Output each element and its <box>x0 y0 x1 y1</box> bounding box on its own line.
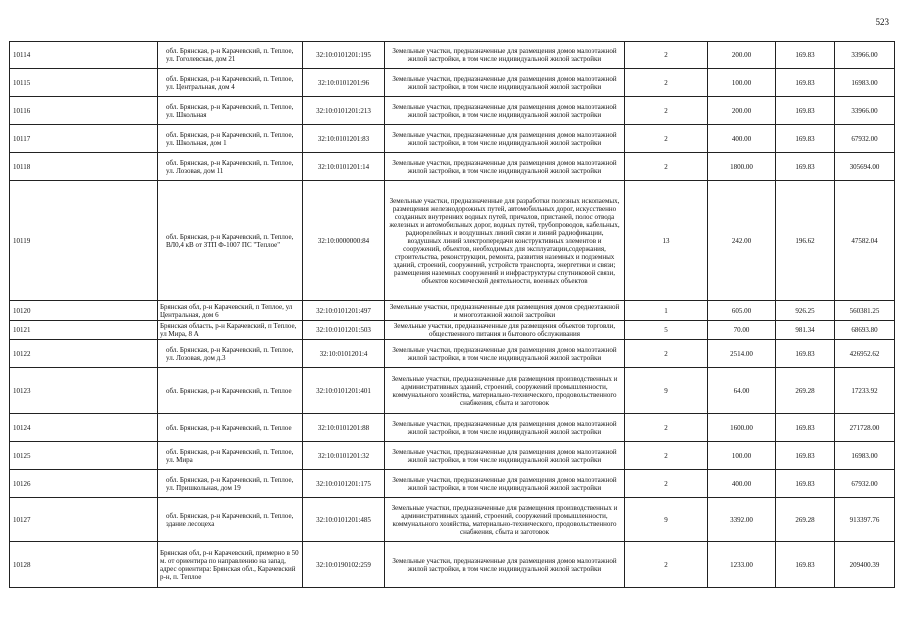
row-group: 13 <box>625 181 708 301</box>
row-purpose: Земельные участки, предназначенные для размещения домов малоэтажной жилой застройки, в том числе индивидуальной жилой застройки <box>385 542 625 588</box>
row-id: 10123 <box>10 368 158 414</box>
row-group: 2 <box>625 414 708 442</box>
page-number: 523 <box>875 17 889 27</box>
row-group: 1 <box>625 301 708 321</box>
row-purpose: Земельные участки, предназначенные для размещения производственных и административных зданий, строений, сооружений промышленности, коммунального хозяйства, материально-технического, продовольственного снабжения, сбыта и заготовок <box>385 368 625 414</box>
row-group: 2 <box>625 97 708 125</box>
row-address: обл. Брянская, р-н Карачевский, п. Теплое, ул. Центральная, дом 4 <box>158 69 303 97</box>
row-address: Брянская обл, р-н Карачевский, примерно в 50 м. от ориентира по направлению на запад, адрес ориентира: Брянская обл., Карачевский р-н, п. Теплое <box>158 542 303 588</box>
row-area: 64.00 <box>708 368 776 414</box>
row-group: 2 <box>625 69 708 97</box>
row-value: 305694.00 <box>835 153 895 181</box>
row-purpose: Земельные участки, предназначенные для разработки полезных ископаемых, размещения железнодорожных путей, автомобильных дорог, искусственно созданных внутренних водных путей, причалов, пристаней, полос отвода железных и автомобильных дорог, водных путей, трубопроводов, кабельных, радиорелейных и воздушных линий связи и линий радиофикации, воздушных линий электропередачи конструктивных элементов и сооружений, объектов, необходимых для эксплуатации,содержания, строительства, реконструкции, ремонта, развития наземных и подземных зданий, строений, сооружений, устройств транспорта, энергетики и связи; размещения наземных сооружений и инфраструктуры спутниковой связи, объектов космической деятельности, военных объектов <box>385 181 625 301</box>
row-price: 169.83 <box>776 69 835 97</box>
table-row <box>10 69 895 97</box>
row-cadastral-number: 32:10:0101201:401 <box>303 368 385 414</box>
row-cadastral-number: 32:10:0101201:4 <box>303 340 385 368</box>
row-value: 426952.62 <box>835 340 895 368</box>
row-cadastral-number: 32:10:0190102:259 <box>303 542 385 588</box>
row-group: 2 <box>625 470 708 498</box>
row-address: обл. Брянская, р-н Карачевский, п. Теплое, ул. Лозовая, дом д.3 <box>158 340 303 368</box>
row-purpose: Земельные участки, предназначенные для размещения производственных и административных зданий, строений, сооружений промышленности, коммунального хозяйства, материально-технического, продовольственного снабжения, сбыта и заготовок <box>385 498 625 542</box>
row-address: обл. Брянская, р-н Карачевский, п. Теплое, здание лесоцеха <box>158 498 303 542</box>
row-price: 169.83 <box>776 153 835 181</box>
registry-body <box>10 42 895 588</box>
row-purpose: Земельные участки, предназначенные для размещения домов малоэтажной жилой застройки, в том числе индивидуальной жилой застройки <box>385 470 625 498</box>
row-value: 33966.00 <box>835 42 895 69</box>
row-group: 2 <box>625 125 708 153</box>
table-row <box>10 414 895 442</box>
row-cadastral-number: 32:10:0101201:213 <box>303 97 385 125</box>
row-price: 269.28 <box>776 498 835 542</box>
row-address: обл. Брянская, р-н Карачевский, п. Теплое <box>158 414 303 442</box>
row-id: 10128 <box>10 542 158 588</box>
row-purpose: Земельные участки, предназначенные для размещения домов малоэтажной жилой застройки, в том числе индивидуальной жилой застройки <box>385 153 625 181</box>
row-value: 33966.00 <box>835 97 895 125</box>
row-address: Брянская обл, р-н Карачевский, п Теплое, ул Центральная, дом 6 <box>158 301 303 321</box>
row-price: 981.34 <box>776 321 835 340</box>
row-value: 913397.76 <box>835 498 895 542</box>
row-area: 605.00 <box>708 301 776 321</box>
row-price: 169.83 <box>776 42 835 69</box>
row-value: 16983.00 <box>835 442 895 470</box>
row-cadastral-number: 32:10:0101201:14 <box>303 153 385 181</box>
row-cadastral-number: 32:10:0101201:83 <box>303 125 385 153</box>
row-area: 100.00 <box>708 442 776 470</box>
row-address: обл. Брянская, р-н Карачевский, п. Теплое, ул. Мира <box>158 442 303 470</box>
row-price: 169.83 <box>776 442 835 470</box>
row-id: 10125 <box>10 442 158 470</box>
row-group: 2 <box>625 340 708 368</box>
row-cadastral-number: 32:10:0101201:32 <box>303 442 385 470</box>
row-price: 169.83 <box>776 340 835 368</box>
row-area: 242.00 <box>708 181 776 301</box>
land-registry-table <box>9 41 895 588</box>
row-area: 200.00 <box>708 97 776 125</box>
row-cadastral-number: 32:10:0101201:175 <box>303 470 385 498</box>
row-value: 67932.00 <box>835 470 895 498</box>
row-area: 70.00 <box>708 321 776 340</box>
row-value: 17233.92 <box>835 368 895 414</box>
row-price: 169.83 <box>776 470 835 498</box>
row-price: 169.83 <box>776 414 835 442</box>
row-price: 169.83 <box>776 125 835 153</box>
table-row <box>10 498 895 542</box>
row-cadastral-number: 32:10:0101201:485 <box>303 498 385 542</box>
row-area: 3392.00 <box>708 498 776 542</box>
row-purpose: Земельные участки, предназначенные для размещения объектов торговли, общественного питания и бытового обслуживания <box>385 321 625 340</box>
row-area: 100.00 <box>708 69 776 97</box>
row-cadastral-number: 32:10:0101201:497 <box>303 301 385 321</box>
table-row <box>10 125 895 153</box>
row-purpose: Земельные участки, предназначенные для размещения домов малоэтажной жилой застройки, в том числе индивидуальной жилой застройки <box>385 414 625 442</box>
row-price: 926.25 <box>776 301 835 321</box>
row-address: обл. Брянская, р-н Карачевский, п. Теплое, ул. Гоголевская, дом 21 <box>158 42 303 69</box>
row-purpose: Земельные участки, предназначенные для размещения домов малоэтажной жилой застройки, в том числе индивидуальной жилой застройки <box>385 340 625 368</box>
table-row <box>10 442 895 470</box>
row-value: 67932.00 <box>835 125 895 153</box>
row-id: 10124 <box>10 414 158 442</box>
row-id: 10127 <box>10 498 158 542</box>
row-cadastral-number: 32:10:0101201:88 <box>303 414 385 442</box>
table-row <box>10 340 895 368</box>
row-price: 169.83 <box>776 97 835 125</box>
row-value: 47582.04 <box>835 181 895 301</box>
table-row <box>10 470 895 498</box>
row-address: обл. Брянская, р-н Карачевский, п. Теплое <box>158 368 303 414</box>
row-purpose: Земельные участки, предназначенные для размещения домов малоэтажной жилой застройки, в том числе индивидуальной жилой застройки <box>385 442 625 470</box>
row-group: 2 <box>625 42 708 69</box>
row-area: 400.00 <box>708 125 776 153</box>
row-address: Брянская область, р-н Карачевский, п Теплое, ул Мира, 8 А <box>158 321 303 340</box>
row-price: 196.62 <box>776 181 835 301</box>
row-group: 9 <box>625 498 708 542</box>
row-address: обл. Брянская, р-н Карачевский, п. Теплое, ул. Школьная <box>158 97 303 125</box>
row-id: 10120 <box>10 301 158 321</box>
row-id: 10117 <box>10 125 158 153</box>
row-address: обл. Брянская, р-н Карачевский, п. Теплое, ул. Лозовая, дом 11 <box>158 153 303 181</box>
row-id: 10121 <box>10 321 158 340</box>
row-value: 209400.39 <box>835 542 895 588</box>
row-group: 2 <box>625 153 708 181</box>
row-id: 10119 <box>10 181 158 301</box>
table-row <box>10 153 895 181</box>
row-id: 10114 <box>10 42 158 69</box>
row-area: 200.00 <box>708 42 776 69</box>
row-purpose: Земельные участки, предназначенные для размещения домов малоэтажной жилой застройки, в том числе индивидуальной жилой застройки <box>385 97 625 125</box>
row-id: 10116 <box>10 97 158 125</box>
row-area: 400.00 <box>708 470 776 498</box>
table-row <box>10 542 895 588</box>
row-cadastral-number: 32:10:0101201:503 <box>303 321 385 340</box>
row-group: 2 <box>625 542 708 588</box>
row-value: 271728.00 <box>835 414 895 442</box>
row-group: 5 <box>625 321 708 340</box>
row-id: 10126 <box>10 470 158 498</box>
table-row <box>10 97 895 125</box>
row-purpose: Земельные участки, предназначенные для размещения домов малоэтажной жилой застройки, в том числе индивидуальной жилой застройки <box>385 125 625 153</box>
row-address: обл. Брянская, р-н Карачевский, п. Теплое, ул. Школьная, дом 1 <box>158 125 303 153</box>
row-group: 9 <box>625 368 708 414</box>
row-price: 269.28 <box>776 368 835 414</box>
row-address: обл. Брянская, р-н Карачевский, п. Теплое, ул. Пришкольная, дом 19 <box>158 470 303 498</box>
row-price: 169.83 <box>776 542 835 588</box>
table-row <box>10 181 895 301</box>
row-purpose: Земельные участки, предназначенные для размещения домов среднеэтажной и многоэтажной жилой застройки <box>385 301 625 321</box>
row-purpose: Земельные участки, предназначенные для размещения домов малоэтажной жилой застройки, в том числе индивидуальной жилой застройки <box>385 42 625 69</box>
table-row <box>10 321 895 340</box>
table-row <box>10 368 895 414</box>
row-area: 2514.00 <box>708 340 776 368</box>
row-cadastral-number: 32:10:0101201:96 <box>303 69 385 97</box>
row-purpose: Земельные участки, предназначенные для размещения домов малоэтажной жилой застройки, в том числе индивидуальной жилой застройки <box>385 69 625 97</box>
row-value: 68693.80 <box>835 321 895 340</box>
row-address: обл. Брянская, р-н Карачевский, п. Теплое, ВЛ0,4 кВ от ЗТП Ф-1007 ПС "Теплое" <box>158 181 303 301</box>
row-cadastral-number: 32:10:0101201:195 <box>303 42 385 69</box>
row-id: 10118 <box>10 153 158 181</box>
row-area: 1600.00 <box>708 414 776 442</box>
row-cadastral-number: 32:10:0000000:84 <box>303 181 385 301</box>
row-area: 1800.00 <box>708 153 776 181</box>
row-value: 16983.00 <box>835 69 895 97</box>
table-row <box>10 42 895 69</box>
row-id: 10122 <box>10 340 158 368</box>
row-id: 10115 <box>10 69 158 97</box>
row-area: 1233.00 <box>708 542 776 588</box>
row-value: 560381.25 <box>835 301 895 321</box>
row-group: 2 <box>625 442 708 470</box>
table-row <box>10 301 895 321</box>
